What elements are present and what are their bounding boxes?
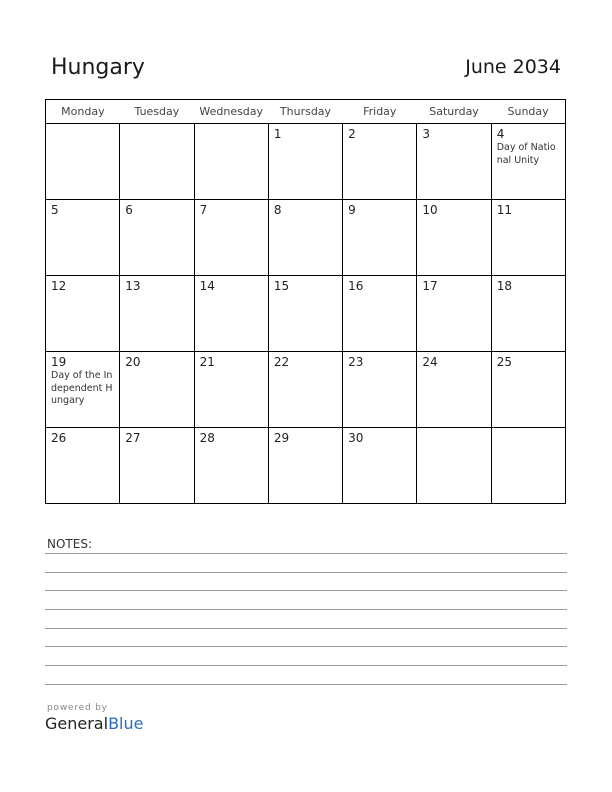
day-number: 20 — [125, 355, 141, 369]
day-cell — [194, 276, 268, 352]
day-cell — [491, 276, 565, 352]
day-cell — [491, 428, 565, 504]
weekday-header: Saturday — [417, 100, 491, 124]
country-title: Hungary — [51, 55, 145, 80]
day-cell — [46, 124, 120, 200]
day-cell — [417, 276, 491, 352]
holiday-label: Day of National Unity — [496, 142, 556, 166]
week-row — [46, 428, 566, 504]
day-cell — [343, 352, 417, 428]
day-number: 14 — [199, 279, 215, 293]
weekday-header: Monday — [46, 100, 120, 124]
day-cell — [268, 352, 342, 428]
day-cell — [268, 276, 342, 352]
week-row — [46, 200, 566, 276]
day-cell — [120, 200, 194, 276]
brand-name — [45, 714, 143, 733]
brand-blue-text: Blue — [108, 714, 144, 733]
day-cell — [491, 200, 565, 276]
day-number: 6 — [125, 203, 133, 217]
day-number: 17 — [422, 279, 438, 293]
day-cell — [120, 352, 194, 428]
week-row — [46, 276, 566, 352]
day-number: 1 — [273, 127, 282, 141]
day-number: 3 — [422, 127, 431, 141]
notes-line — [45, 665, 567, 666]
month-year-title: June 2034 — [465, 56, 561, 78]
notes-line — [45, 684, 567, 685]
day-number: 2 — [348, 127, 356, 141]
day-number: 21 — [199, 355, 215, 369]
weekday-header-row — [46, 100, 566, 124]
weekday-header: Sunday — [491, 100, 565, 124]
notes-line — [45, 572, 567, 573]
day-cell — [417, 200, 491, 276]
day-cell — [120, 276, 194, 352]
day-cell — [194, 428, 268, 504]
day-number: 30 — [348, 431, 364, 445]
weekday-header: Thursday — [268, 100, 342, 124]
holiday-label: Day of the Independent Hungary — [51, 370, 113, 406]
weekday-header: Tuesday — [120, 100, 194, 124]
day-cell — [417, 428, 491, 504]
day-number: 10 — [422, 203, 438, 217]
weekday-header: Wednesday — [194, 100, 268, 124]
day-number: 22 — [273, 355, 290, 369]
week-row — [46, 124, 566, 200]
day-number: 26 — [51, 431, 67, 445]
day-cell — [343, 124, 417, 200]
day-number: 11 — [496, 203, 512, 217]
day-number: 25 — [496, 355, 512, 369]
day-cell — [46, 428, 120, 504]
day-number: 4 — [496, 127, 505, 141]
day-number: 18 — [496, 279, 512, 293]
day-cell — [417, 124, 491, 200]
generalblue-logo — [45, 703, 143, 733]
day-number: 16 — [348, 279, 364, 293]
calendar-grid — [45, 99, 566, 504]
day-cell — [120, 124, 194, 200]
day-cell — [120, 428, 194, 504]
day-number: 13 — [125, 279, 141, 293]
day-cell — [343, 200, 417, 276]
notes-line — [45, 646, 567, 647]
day-number: 19 — [51, 355, 67, 369]
weekday-header: Friday — [343, 100, 417, 124]
week-row — [46, 352, 566, 428]
day-cell — [194, 352, 268, 428]
notes-line — [45, 590, 567, 591]
notes-line — [45, 628, 567, 629]
day-cell — [46, 352, 120, 428]
day-cell — [194, 200, 268, 276]
day-cell — [491, 124, 565, 200]
day-cell — [343, 276, 417, 352]
day-number: 7 — [199, 203, 208, 217]
notes-line — [45, 553, 567, 554]
day-cell — [417, 352, 491, 428]
day-number: 28 — [199, 431, 215, 445]
day-cell — [268, 200, 342, 276]
day-cell — [46, 276, 120, 352]
day-number: 24 — [422, 355, 438, 369]
powered-by-text: powered by — [47, 703, 108, 713]
day-number: 15 — [273, 279, 290, 293]
day-cell — [194, 124, 268, 200]
day-cell — [268, 428, 342, 504]
day-number: 9 — [348, 203, 356, 217]
day-cell — [491, 352, 565, 428]
day-cell — [268, 124, 342, 200]
brand-general-text: General — [45, 714, 109, 733]
day-number: 5 — [51, 203, 59, 217]
day-number: 27 — [125, 431, 141, 445]
day-number: 29 — [273, 431, 290, 445]
day-number: 23 — [348, 355, 364, 369]
notes-label: NOTES: — [47, 537, 92, 551]
day-number: 12 — [51, 279, 67, 293]
notes-line — [45, 609, 567, 610]
day-cell — [46, 200, 120, 276]
day-number: 8 — [273, 203, 282, 217]
day-cell — [343, 428, 417, 504]
